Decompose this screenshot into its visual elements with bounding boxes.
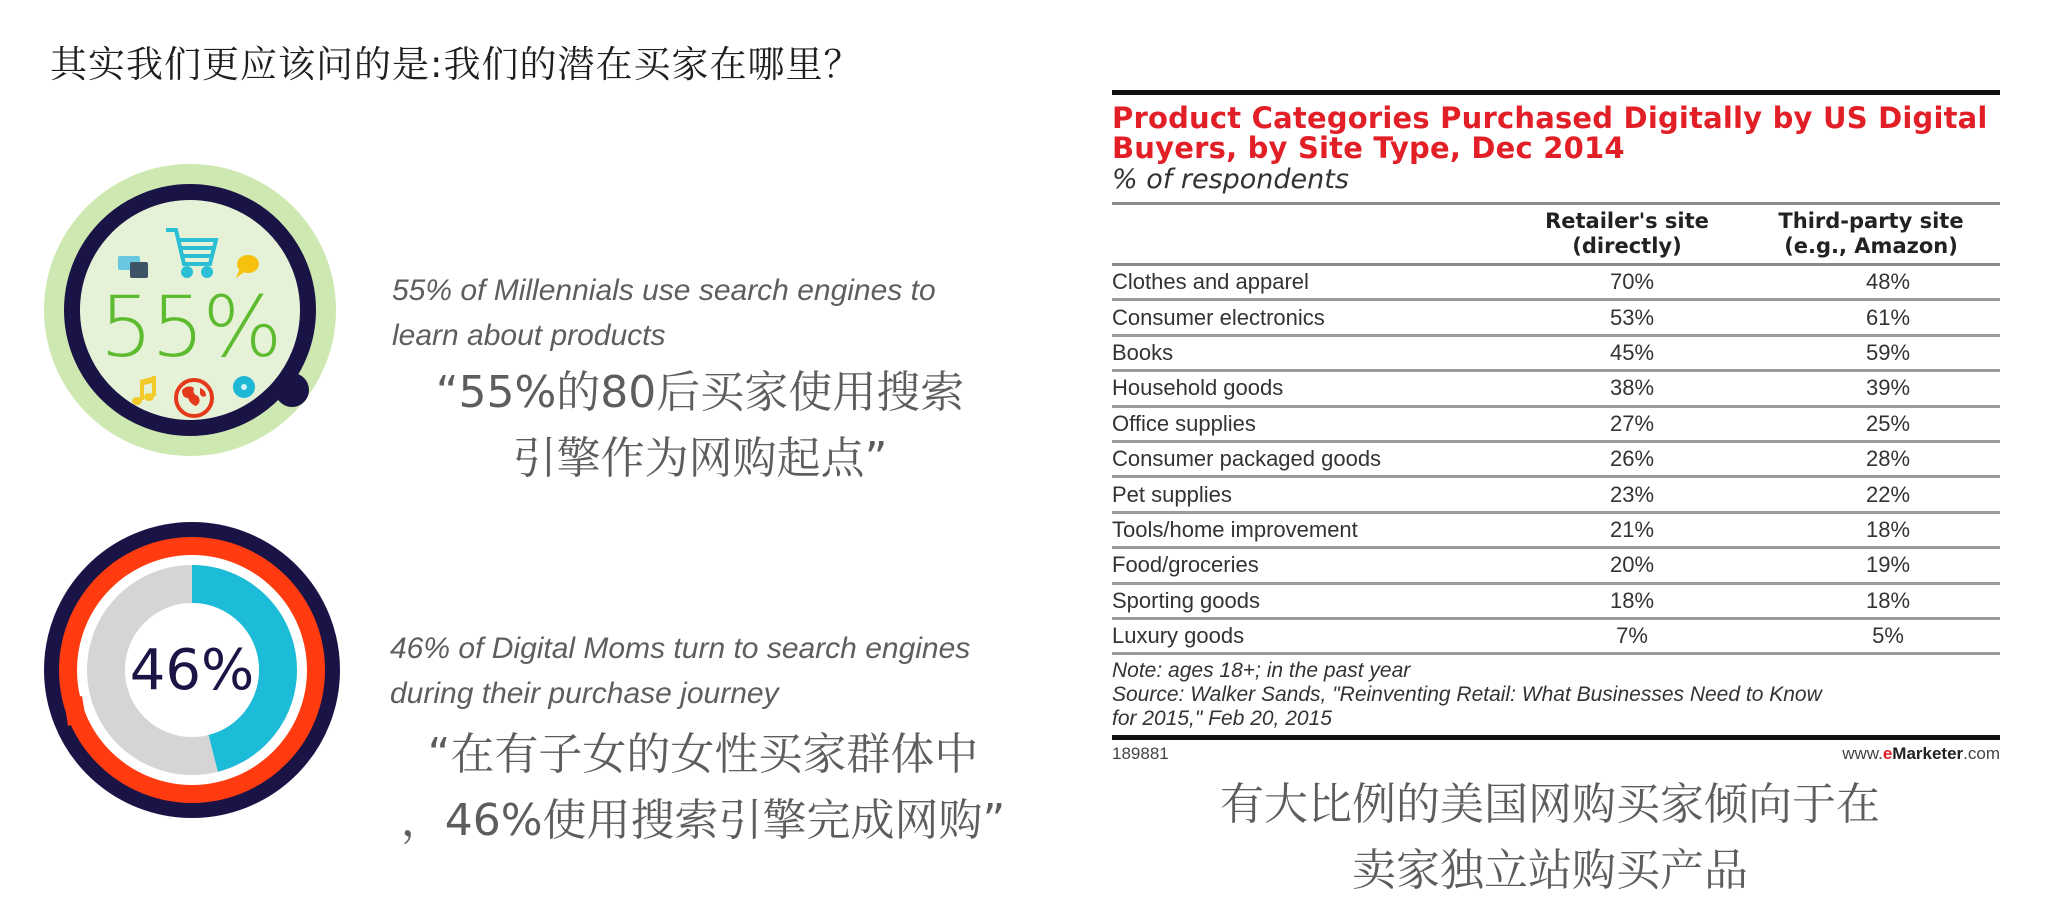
source-line: Source: Walker Sands, "Reinventing Retail: What Businesses Need to Know xyxy=(1112,683,1822,707)
table-caption xyxy=(1150,772,1950,904)
brand-name: Marketer xyxy=(1892,744,1964,764)
table-row xyxy=(1112,371,2000,406)
chart-id: 189881 xyxy=(1112,744,1169,764)
header-retailer-site xyxy=(1512,204,1742,265)
english-line: during their purchase journey xyxy=(390,677,779,710)
table-row xyxy=(1112,477,2000,512)
emarketer-table-figure xyxy=(1112,90,2000,764)
category-cell: Clothes and apparel xyxy=(1112,265,1512,300)
third-party-value: 18% xyxy=(1742,512,2000,547)
note-line: Note: ages 18+; in the past year xyxy=(1112,659,1411,683)
third-party-value: 18% xyxy=(1742,583,2000,618)
table-row xyxy=(1112,300,2000,335)
figure-top-rule xyxy=(1112,90,2000,95)
category-cell: Consumer electronics xyxy=(1112,300,1512,335)
table-row xyxy=(1112,265,2000,300)
chinese-line: “55%的80后买家使用搜索 xyxy=(435,367,965,418)
millennials-stat-english xyxy=(392,268,1032,358)
brand-suffix: .com xyxy=(1963,744,2000,764)
category-cell: Office supplies xyxy=(1112,406,1512,441)
header-line: Retailer's site xyxy=(1545,209,1709,233)
header-third-party-site xyxy=(1742,204,2000,265)
english-line: 55% of Millennials use search engines to xyxy=(392,274,936,307)
category-cell: Sporting goods xyxy=(1112,583,1512,618)
gear-icon xyxy=(233,376,255,398)
third-party-value: 22% xyxy=(1742,477,2000,512)
third-party-value: 61% xyxy=(1742,300,2000,335)
caption-line: 卖家独立站购买产品 xyxy=(1352,845,1748,896)
millennials-percent: 55% xyxy=(99,278,281,376)
category-cell: Food/groceries xyxy=(1112,548,1512,583)
table-row xyxy=(1112,335,2000,370)
digital-moms-stat-chinese xyxy=(378,722,1028,854)
category-cell: Tools/home improvement xyxy=(1112,512,1512,547)
category-table xyxy=(1112,202,2000,655)
table-row xyxy=(1112,618,2000,653)
retailer-value: 21% xyxy=(1512,512,1742,547)
figure-bottom-rule xyxy=(1112,735,2000,740)
figure-note xyxy=(1112,659,2000,731)
digital-moms-percent: 46% xyxy=(129,638,255,703)
millennials-stat-badge xyxy=(40,160,340,460)
table-row xyxy=(1112,512,2000,547)
emarketer-logo xyxy=(1842,744,2000,764)
english-line: learn about products xyxy=(392,319,666,352)
category-cell: Books xyxy=(1112,335,1512,370)
chinese-line: ，46%使用搜索引擎完成网购” xyxy=(400,795,1006,846)
third-party-value: 19% xyxy=(1742,548,2000,583)
digital-moms-stat-english xyxy=(390,626,1030,716)
table-header-row xyxy=(1112,204,2000,265)
third-party-value: 59% xyxy=(1742,335,2000,370)
caption-line: 有大比例的美国网购买家倾向于在 xyxy=(1220,779,1880,830)
header-line: Third-party site xyxy=(1778,209,1964,233)
retailer-value: 23% xyxy=(1512,477,1742,512)
third-party-value: 39% xyxy=(1742,371,2000,406)
page-title: 其实我们更应该问的是:我们的潜在买家在哪里？ xyxy=(50,43,862,86)
header-line: (e.g., Amazon) xyxy=(1784,234,1958,258)
retailer-value: 18% xyxy=(1512,583,1742,618)
chinese-line: 引擎作为网购起点” xyxy=(512,433,888,484)
category-cell: Luxury goods xyxy=(1112,618,1512,653)
header-line: (directly) xyxy=(1572,234,1682,258)
chinese-line: “在有子女的女性买家群体中 xyxy=(427,729,979,780)
header-category xyxy=(1112,204,1512,265)
retailer-value: 45% xyxy=(1512,335,1742,370)
category-cell: Consumer packaged goods xyxy=(1112,441,1512,476)
retailer-value: 7% xyxy=(1512,618,1742,653)
retailer-value: 53% xyxy=(1512,300,1742,335)
third-party-value: 25% xyxy=(1742,406,2000,441)
table-row xyxy=(1112,548,2000,583)
third-party-value: 28% xyxy=(1742,441,2000,476)
retailer-value: 38% xyxy=(1512,371,1742,406)
brand-e: e xyxy=(1882,744,1893,764)
table-row xyxy=(1112,441,2000,476)
third-party-value: 48% xyxy=(1742,265,2000,300)
category-cell: Pet supplies xyxy=(1112,477,1512,512)
table-row xyxy=(1112,583,2000,618)
retailer-value: 20% xyxy=(1512,548,1742,583)
category-cell: Household goods xyxy=(1112,371,1512,406)
digital-moms-stat-badge xyxy=(42,520,342,820)
retailer-value: 26% xyxy=(1512,441,1742,476)
figure-footer xyxy=(1112,744,2000,764)
retailer-value: 70% xyxy=(1512,265,1742,300)
figure-title-line: Buyers, by Site Type, Dec 2014 xyxy=(1112,131,1625,165)
figure-title-line: Product Categories Purchased Digitally by US Digital xyxy=(1112,101,1988,135)
english-line: 46% of Digital Moms turn to search engines xyxy=(390,632,971,665)
table-row xyxy=(1112,406,2000,441)
source-line: for 2015," Feb 20, 2015 xyxy=(1112,707,1332,731)
millennials-stat-chinese xyxy=(400,360,1000,492)
figure-title xyxy=(1112,103,2000,163)
figure-subtitle: % of respondents xyxy=(1112,164,1349,195)
retailer-value: 27% xyxy=(1512,406,1742,441)
brand-prefix: www. xyxy=(1842,744,1883,764)
third-party-value: 5% xyxy=(1742,618,2000,653)
